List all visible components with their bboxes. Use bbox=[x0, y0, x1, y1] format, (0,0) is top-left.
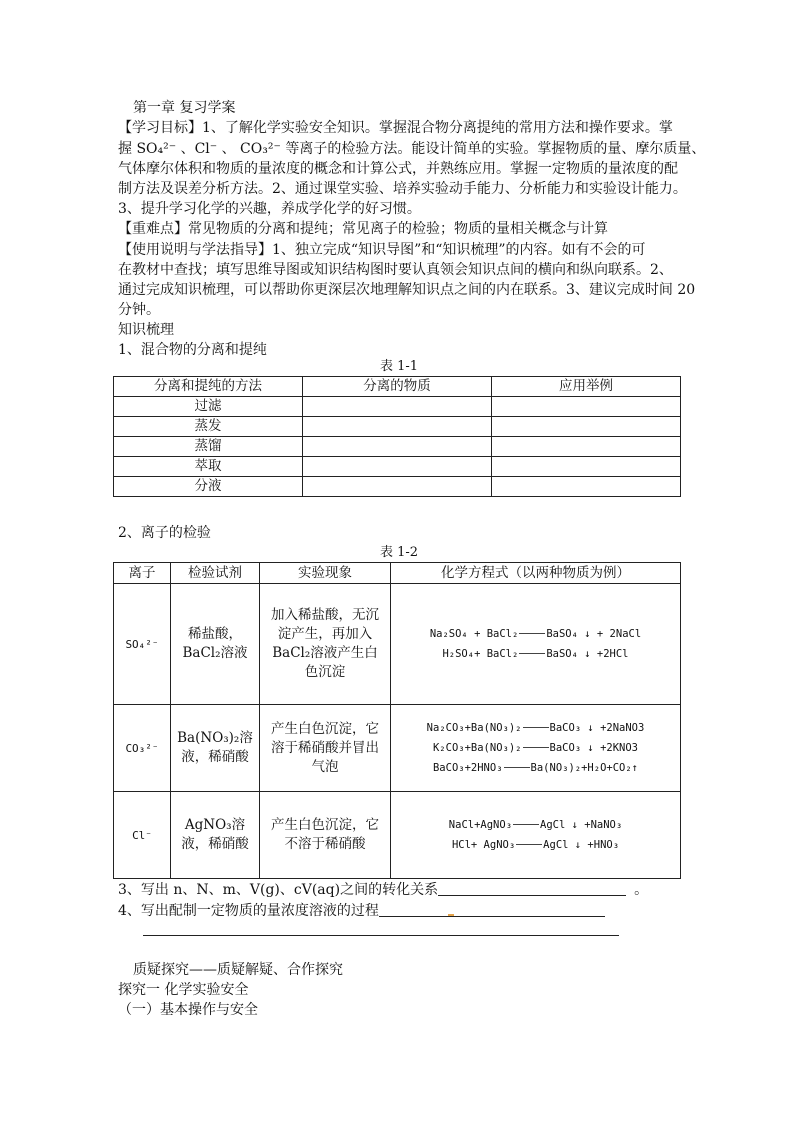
table2-header: 化学方程式（以两种物质为例） bbox=[391, 563, 681, 584]
equation-line bbox=[391, 815, 680, 835]
equation-left: Na₂CO₃+Ba(NO₃)₂ bbox=[426, 722, 522, 734]
question-4-text: 4、写出配制一定物质的量浓度溶液的过程 bbox=[118, 903, 379, 919]
inquiry-subsection: （一）基本操作与安全 bbox=[118, 1002, 258, 1018]
section2-heading: 2、离子的检验 bbox=[118, 525, 211, 541]
phenomenon-cell: 加入稀盐酸，无沉淀产生，再加入BaCl₂溶液产生白色沉淀 bbox=[260, 584, 391, 705]
table2-caption: 表 1-2 bbox=[380, 545, 419, 560]
ion-cell: CO₃²⁻ bbox=[114, 705, 171, 792]
answer-blank[interactable] bbox=[379, 916, 605, 917]
blank-cell[interactable] bbox=[492, 397, 681, 417]
method-cell: 蒸发 bbox=[114, 417, 303, 437]
ion-test-table bbox=[113, 562, 681, 879]
table1-header: 应用举例 bbox=[492, 377, 681, 397]
inquiry-subtitle: 探究一 化学实验安全 bbox=[118, 982, 249, 998]
objectives-line: 【学习目标】1、了解化学实验安全知识。掌握混合物分离提纯的常用方法和操作要求。掌 bbox=[118, 120, 673, 136]
blank-cell[interactable] bbox=[492, 477, 681, 497]
reaction-arrow-icon bbox=[523, 727, 549, 728]
equation-right: BaSO₄ ↓ +2HCl bbox=[546, 648, 629, 660]
answer-blank[interactable] bbox=[438, 895, 626, 896]
usage-line: 分钟。 bbox=[118, 302, 160, 318]
table-row bbox=[114, 705, 681, 792]
table-row bbox=[114, 417, 681, 437]
table-row bbox=[114, 457, 681, 477]
reaction-arrow-icon bbox=[519, 653, 545, 654]
reaction-arrow-icon bbox=[504, 767, 530, 768]
objectives-line: 气体摩尔体积和物质的量浓度的概念和计算公式，并熟练应用。掌握一定物质的量浓度的配 bbox=[118, 161, 678, 177]
blank-cell[interactable] bbox=[303, 397, 492, 417]
key-points: 【重难点】常见物质的分离和提纯；常见离子的检验；物质的量相关概念与计算 bbox=[118, 221, 608, 237]
equation-left: NaCl+AgNO₃ bbox=[448, 819, 513, 831]
ion-cell: Cl⁻ bbox=[114, 792, 171, 879]
equation-line bbox=[391, 738, 680, 758]
equation-right: AgCl ↓ +NaNO₃ bbox=[540, 819, 623, 831]
equation-line bbox=[391, 758, 680, 778]
reaction-arrow-icon bbox=[519, 633, 545, 634]
blank-cell[interactable] bbox=[303, 477, 492, 497]
table2-header: 离子 bbox=[114, 563, 171, 584]
section1-heading: 1、混合物的分离和提纯 bbox=[118, 342, 267, 358]
equation-right: BaCO₃ ↓ +2NaNO3 bbox=[549, 722, 645, 734]
ion-cell: SO₄²⁻ bbox=[114, 584, 171, 705]
phenomenon-cell: 产生白色沉淀，它溶于稀硝酸并冒出气泡 bbox=[260, 705, 391, 792]
equation-left: H₂SO₄+ BaCl₂ bbox=[442, 648, 519, 660]
table-row bbox=[114, 397, 681, 417]
equation-line bbox=[391, 644, 680, 664]
blank-cell[interactable] bbox=[492, 417, 681, 437]
method-cell: 萃取 bbox=[114, 457, 303, 477]
question-3-text: 3、写出 n、N、m、V(g)、cV(aq)之间的转化关系 bbox=[118, 882, 439, 898]
equation-left: K₂CO₃+Ba(NO₃)₂ bbox=[432, 742, 522, 754]
blank-cell[interactable] bbox=[303, 437, 492, 457]
table2-header: 实验现象 bbox=[260, 563, 391, 584]
question-3 bbox=[118, 881, 648, 899]
table-row bbox=[114, 477, 681, 497]
usage-line: 通过完成知识梳理，可以帮助你更深层次地理解知识点之间的内在联系。3、建议完成时间 20 bbox=[118, 282, 696, 298]
equation-line bbox=[391, 718, 680, 738]
chapter-title: 第一章 复习学案 bbox=[133, 100, 236, 116]
question-3-end: 。 bbox=[634, 882, 649, 898]
reagent-cell: AgNO₃溶液，稀硝酸 bbox=[171, 792, 260, 879]
reagent-cell: 稀盐酸，BaCl₂溶液 bbox=[171, 584, 260, 705]
equation-line bbox=[391, 835, 680, 855]
ink-mark bbox=[448, 914, 454, 916]
blank-cell[interactable] bbox=[303, 417, 492, 437]
equation-right: BaCO₃ ↓ +2KNO3 bbox=[549, 742, 639, 754]
reaction-arrow-icon bbox=[513, 824, 539, 825]
blank-cell[interactable] bbox=[492, 457, 681, 477]
answer-line[interactable] bbox=[143, 935, 619, 936]
table1-caption: 表 1-1 bbox=[380, 359, 419, 374]
equation-left: Na₂SO₄ + BaCl₂ bbox=[429, 628, 519, 640]
inquiry-title: 质疑探究——质疑解疑、合作探究 bbox=[133, 962, 343, 978]
table-row bbox=[114, 792, 681, 879]
equation-right: BaSO₄ ↓ + 2NaCl bbox=[546, 628, 642, 640]
method-cell: 过滤 bbox=[114, 397, 303, 417]
reagent-cell: Ba(NO₃)₂溶液，稀硝酸 bbox=[171, 705, 260, 792]
objectives-line: 3、提升学习化学的兴趣，养成学化学的好习惯。 bbox=[118, 201, 421, 217]
method-cell: 分液 bbox=[114, 477, 303, 497]
table1-header: 分离的物质 bbox=[303, 377, 492, 397]
reaction-arrow-icon bbox=[523, 747, 549, 748]
question-4 bbox=[118, 902, 605, 920]
equation-right: Ba(NO₃)₂+H₂O+CO₂↑ bbox=[530, 762, 638, 774]
table2-header: 检验试剂 bbox=[171, 563, 260, 584]
objectives-line: 握 SO₄²⁻ 、Cl⁻ 、 CO₃²⁻ 等离子的检验方法。能设计简单的实验。掌握物质的量、摩尔质量、 bbox=[118, 141, 706, 157]
separation-table bbox=[113, 376, 681, 497]
equation-cell bbox=[391, 792, 681, 879]
method-cell: 蒸馏 bbox=[114, 437, 303, 457]
usage-line: 【使用说明与学法指导】1、独立完成“知识导图”和“知识梳理”的内容。如有不会的可 bbox=[118, 242, 646, 258]
usage-line: 在教材中查找；填写思维导图或知识结构图时要认真领会知识点间的横向和纵向联系。2、 bbox=[118, 262, 673, 278]
equation-line bbox=[391, 624, 680, 644]
blank-cell[interactable] bbox=[492, 437, 681, 457]
equation-cell bbox=[391, 705, 681, 792]
table1-header: 分离和提纯的方法 bbox=[114, 377, 303, 397]
equation-left: BaCO₃+2HNO₃ bbox=[432, 762, 503, 774]
section-heading: 知识梳理 bbox=[118, 322, 174, 338]
objectives-line: 制方法及误差分析方法。2、通过课堂实验、培养实验动手能力、分析能力和实验设计能力。 bbox=[118, 181, 687, 197]
phenomenon-cell: 产生白色沉淀，它不溶于稀硝酸 bbox=[260, 792, 391, 879]
table-row bbox=[114, 584, 681, 705]
reaction-arrow-icon bbox=[516, 844, 542, 845]
equation-right: AgCl ↓ +HNO₃ bbox=[543, 839, 620, 851]
blank-cell[interactable] bbox=[303, 457, 492, 477]
equation-left: HCl+ AgNO₃ bbox=[451, 839, 516, 851]
table-row bbox=[114, 437, 681, 457]
equation-cell bbox=[391, 584, 681, 705]
